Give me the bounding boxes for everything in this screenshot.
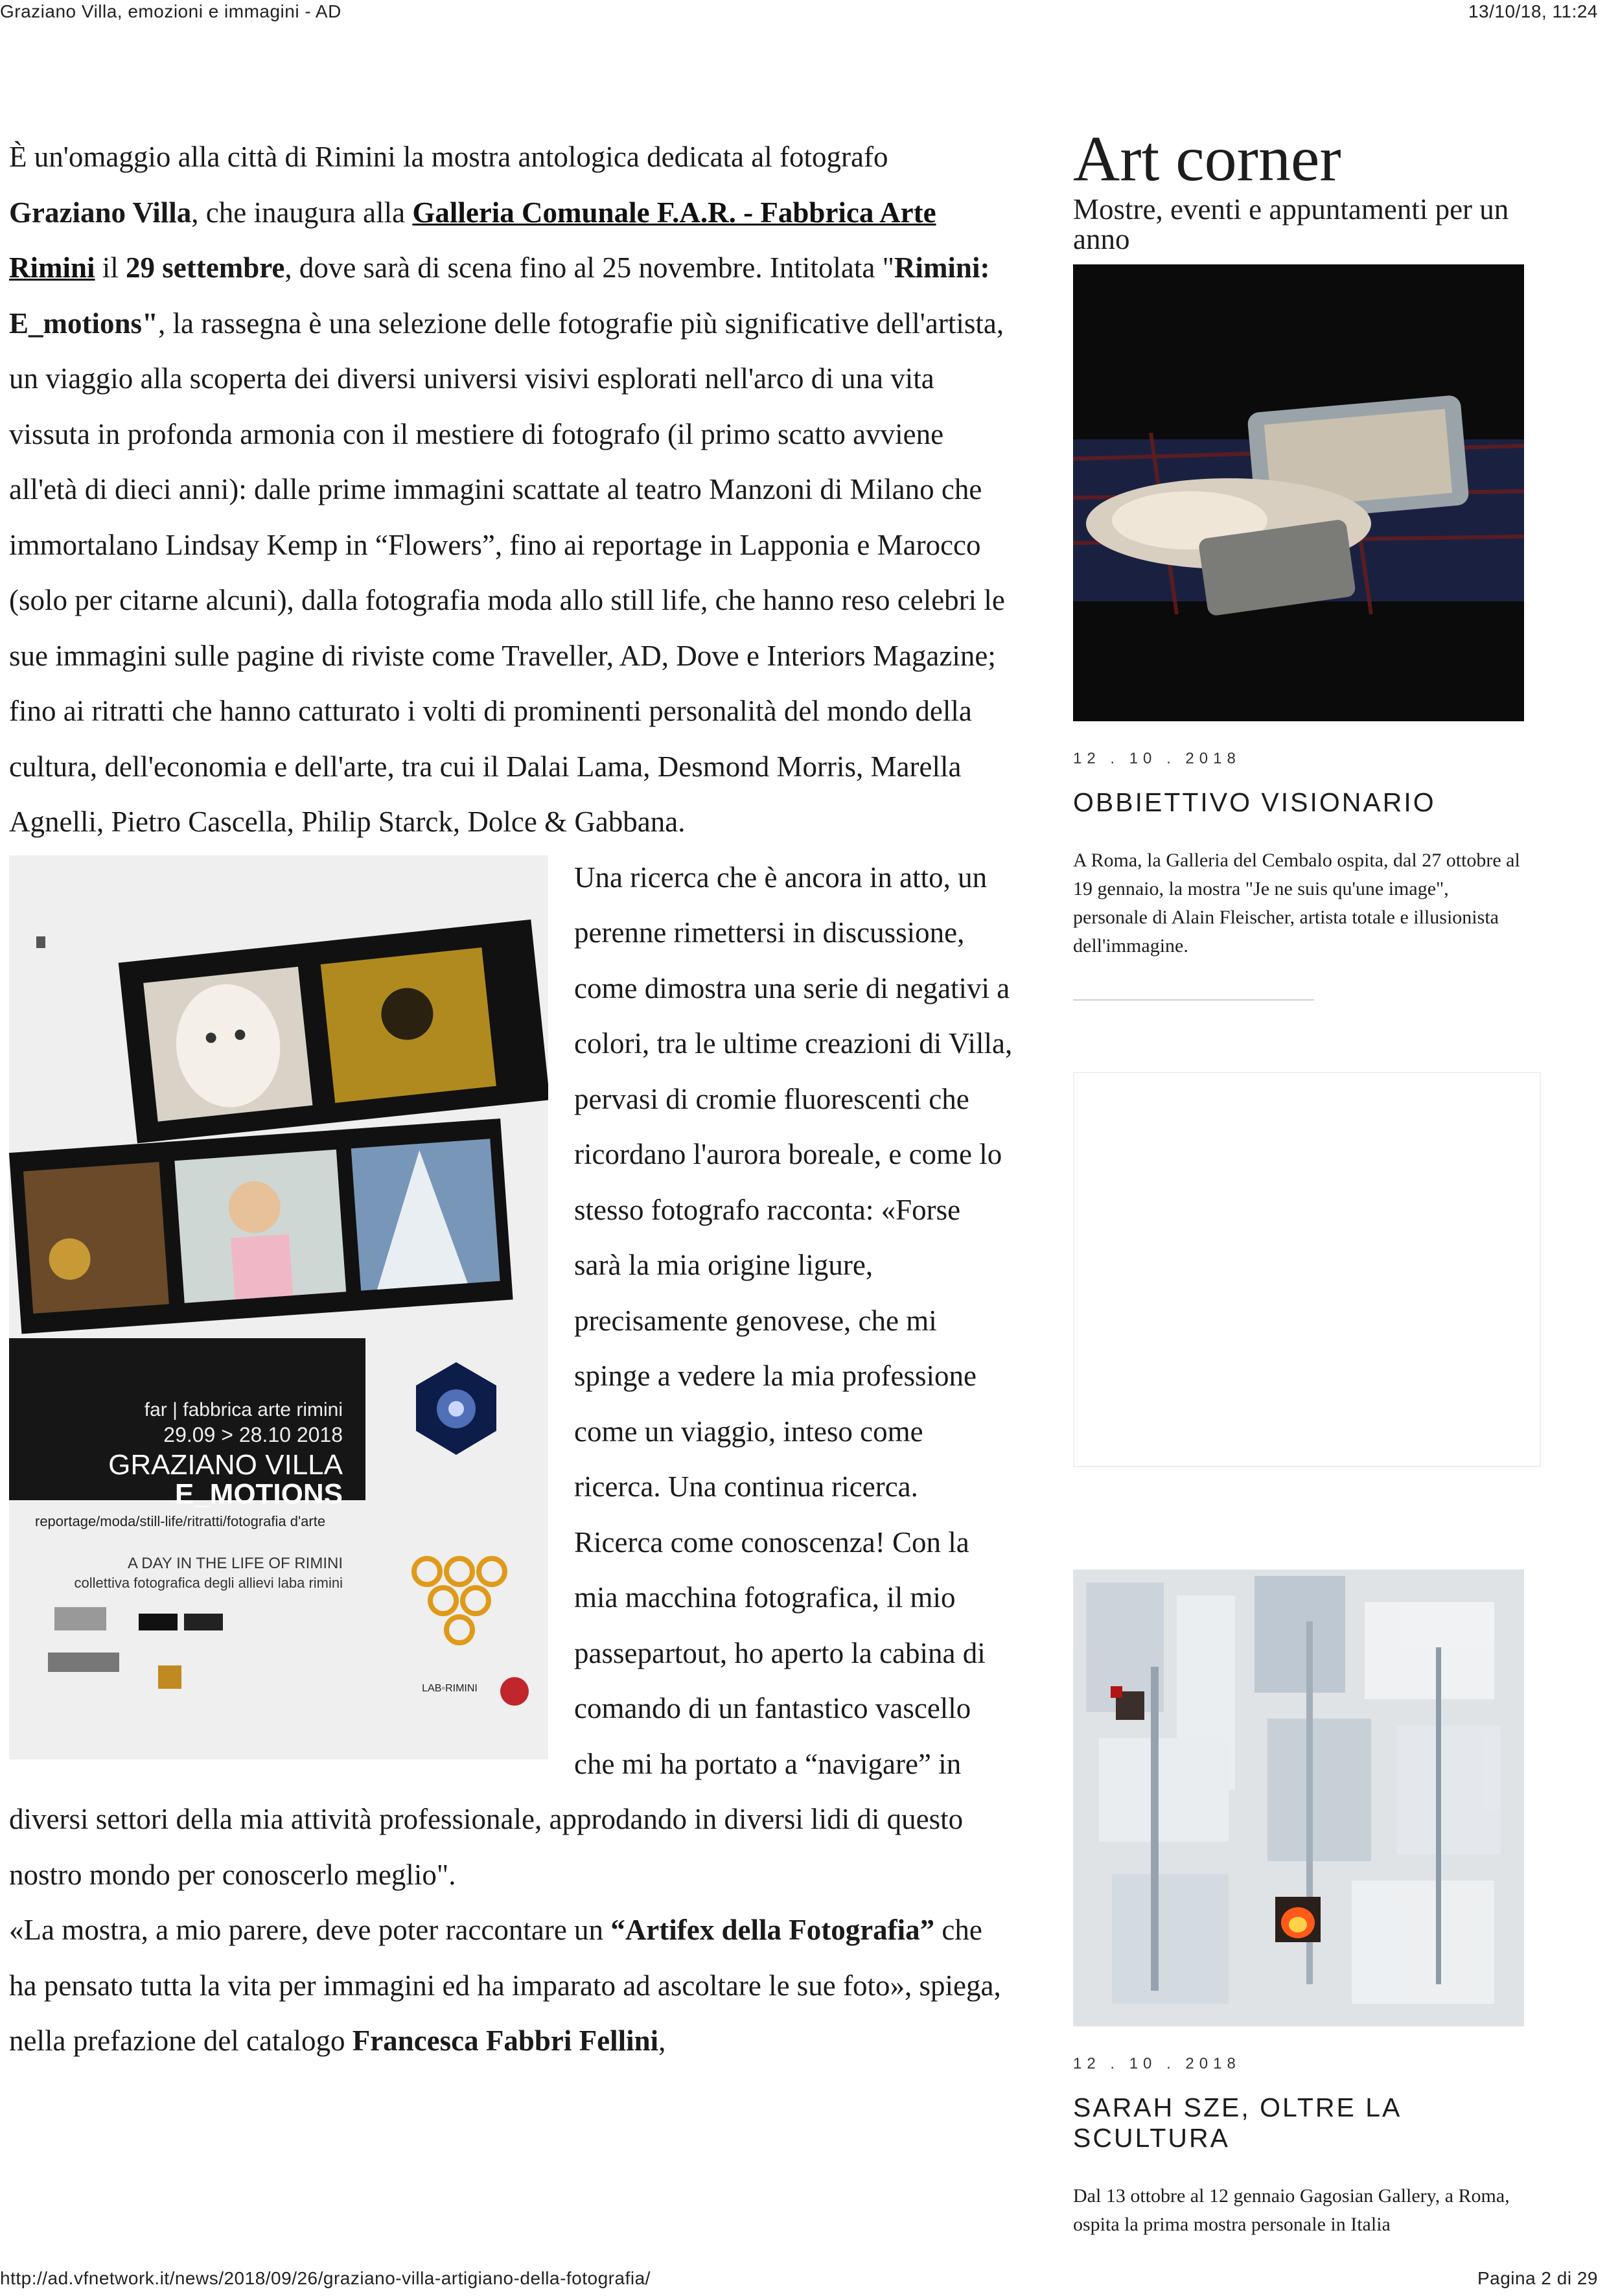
bold-exhibition-title: Rimini: E_motions" bbox=[9, 251, 990, 340]
sidebar-art-corner bbox=[1073, 123, 1540, 2239]
text-run: , la rassegna è una selezione delle fotografie più significative dell'artista, un viaggio alla scoperta dei diversi universi visivi esplorati nell'arco di una vita vissuta in profonda armonia con il mestiere di fotografo (il primo scatto avviene all'età di dieci anni): dalle prime immagini scattate al teatro Manzoni di Milano che immortalano Lindsay Kemp in “Flowers”, fino ai reportage in Lapponia e Marocco (solo per citarne alcuni), dalla fotografia moda allo still life, che hanno reso celebri le sue immagini sulle pagine di riviste come Traveller, AD, Dove e Interiors Magazine; fino ai ritratti che hanno catturato i volti di prominenti personalità del mondo della cultura, dell'economia e dell'arte, tra cui il Dalai Lama, Desmond Morris, Marella Agnelli, Pietro Cascella, Philip Starck, Dolce & Gabbana. bbox=[9, 307, 1005, 838]
text-run: che ha pensato tutta la vita per immagini ed ha imparato ad ascoltare le sue foto», spiega, nella prefazione del catalogo bbox=[9, 1914, 1001, 2057]
poster-venue-text: far | fabbrica arte rimini bbox=[144, 1398, 343, 1421]
print-header bbox=[0, 1, 1607, 27]
sponsor-logo-icon bbox=[48, 1652, 119, 1672]
municipality-logo-icon bbox=[36, 936, 45, 948]
poster-graphic bbox=[9, 855, 548, 1759]
print-footer-page: Pagina 2 di 29 bbox=[1477, 2268, 1598, 2288]
sidebar-item-2-date: 12 . 10 . 2018 bbox=[1073, 2055, 1241, 2072]
text-run: È un'omaggio alla città di Rimini la mostra antologica dedicata al fotografo bbox=[9, 141, 888, 173]
article-paragraph-1 bbox=[9, 130, 1010, 850]
sidebar-item-2-image[interactable] bbox=[1073, 1570, 1524, 2026]
photo-collage-icon bbox=[1073, 1570, 1524, 2026]
sidebar-item-2-text: Dal 13 ottobre al 12 gennaio Gagosian Gallery, a Roma, ospita la prima mostra personale in Italia bbox=[1073, 2185, 1510, 2235]
bold-author-name: Francesca Fabbri Fellini bbox=[352, 2024, 659, 2057]
sidebar-item-1-text: A Roma, la Galleria del Cembalo ospita, dal 27 ottobre al 19 gennaio, la mostra "Je ne suis qu'une image", personale di Alain Fleischer, artista totale e illusionista dell'immagine. bbox=[1073, 850, 1520, 957]
print-header-datetime: 13/10/18, 11:24 bbox=[1468, 1, 1598, 21]
sponsor-logo-icon bbox=[54, 1607, 106, 1630]
bold-artist-name: Graziano Villa bbox=[9, 196, 192, 229]
poster-subtitle-text: reportage/moda/still-life/ritratti/fotografia d'arte bbox=[35, 1513, 326, 1529]
bold-date: 29 settembre bbox=[126, 251, 285, 284]
print-footer-url: http://ad.vfnetwork.it/news/2018/09/26/graziano-villa-artigiano-della-fotografia/ bbox=[0, 2268, 651, 2288]
film-strip-middle bbox=[9, 1119, 513, 1334]
article-body bbox=[9, 130, 1013, 2069]
poster-show-text: E_MOTIONS bbox=[174, 1478, 343, 1510]
red-badge-icon bbox=[500, 1677, 529, 1706]
laba-logo-text: LAB◦RIMINI bbox=[422, 1682, 478, 1694]
ad-placeholder bbox=[1073, 1072, 1541, 1467]
poster-side-sub-text: collettiva fotografica degli allievi laba rimini bbox=[74, 1574, 343, 1591]
bold-quote-title: “Artifex della Fotografia” bbox=[610, 1914, 935, 1946]
sidebar-subtitle: Mostre, eventi e appuntamenti per un anno bbox=[1073, 193, 1509, 255]
sidebar-item-1-headline[interactable]: OBBIETTIVO VISIONARIO bbox=[1073, 787, 1436, 817]
text-run: «La mostra, a mio parere, deve poter raccontare un bbox=[9, 1914, 611, 1946]
sidebar-item-1-date: 12 . 10 . 2018 bbox=[1073, 750, 1241, 767]
text-run: , dove sarà di scena fino al 25 novembre. Intitolata " bbox=[284, 251, 894, 284]
poster-dates-text: 29.09 > 28.10 2018 bbox=[163, 1422, 343, 1446]
gallery-link[interactable]: Galleria Comunale F.A.R. - Fabbrica Arte Rimini bbox=[9, 196, 936, 284]
sponsor-logo-icon bbox=[184, 1614, 223, 1630]
golf-photo-icon bbox=[23, 1161, 169, 1313]
sidebar-title: Art corner bbox=[1073, 122, 1341, 194]
poster-side-title-text: A DAY IN THE LIFE OF RIMINI bbox=[127, 1554, 343, 1572]
print-header-title: Graziano Villa, emozioni e immagini - AD bbox=[0, 1, 341, 21]
text-run: il bbox=[95, 251, 126, 284]
text-run: , che inaugura alla bbox=[191, 196, 413, 229]
sidebar-item-1-image[interactable] bbox=[1073, 264, 1524, 721]
sidebar-divider bbox=[1073, 999, 1314, 1001]
text-run: , bbox=[658, 2024, 666, 2057]
sponsor-logo-icon bbox=[139, 1614, 178, 1630]
article-paragraph-3 bbox=[9, 1903, 1013, 2069]
sidebar-item-2-headline[interactable]: SARAH SZE, OLTRE LA SCULTURA bbox=[1073, 2093, 1401, 2153]
article-paragraph-2: Una ricerca che è ancora in atto, un perenne rimettersi in discussione, come dimostra una serie di negativi a colori, tra le ultime creazioni di Villa, pervasi di cromie fluorescenti che ricordano l'aurora boreale, e come lo stesso fotografo racconta: «Forse sarà la mia origine ligure, precisamente genovese, che mi spinge a vedere la mia professione come un viaggio, inteso come ricerca. Una continua ricerca. Ricerca come conoscenza! Con la mia macchina fotografica, il mio passepartout, ho aperto la cabina di comando di un fantastico vascello che mi ha portato a “navigare” in diversi settori della mia attività professionale, approdando in diversi lidi di questo nostro mondo per conoscerlo meglio". bbox=[9, 861, 1013, 1891]
print-footer bbox=[0, 2268, 1607, 2294]
sponsor-logo-icon bbox=[158, 1665, 181, 1689]
exhibition-poster bbox=[9, 855, 548, 1759]
photo-reclining-figure-icon bbox=[1073, 264, 1524, 721]
poster-artist-text: GRAZIANO VILLA bbox=[108, 1448, 343, 1481]
